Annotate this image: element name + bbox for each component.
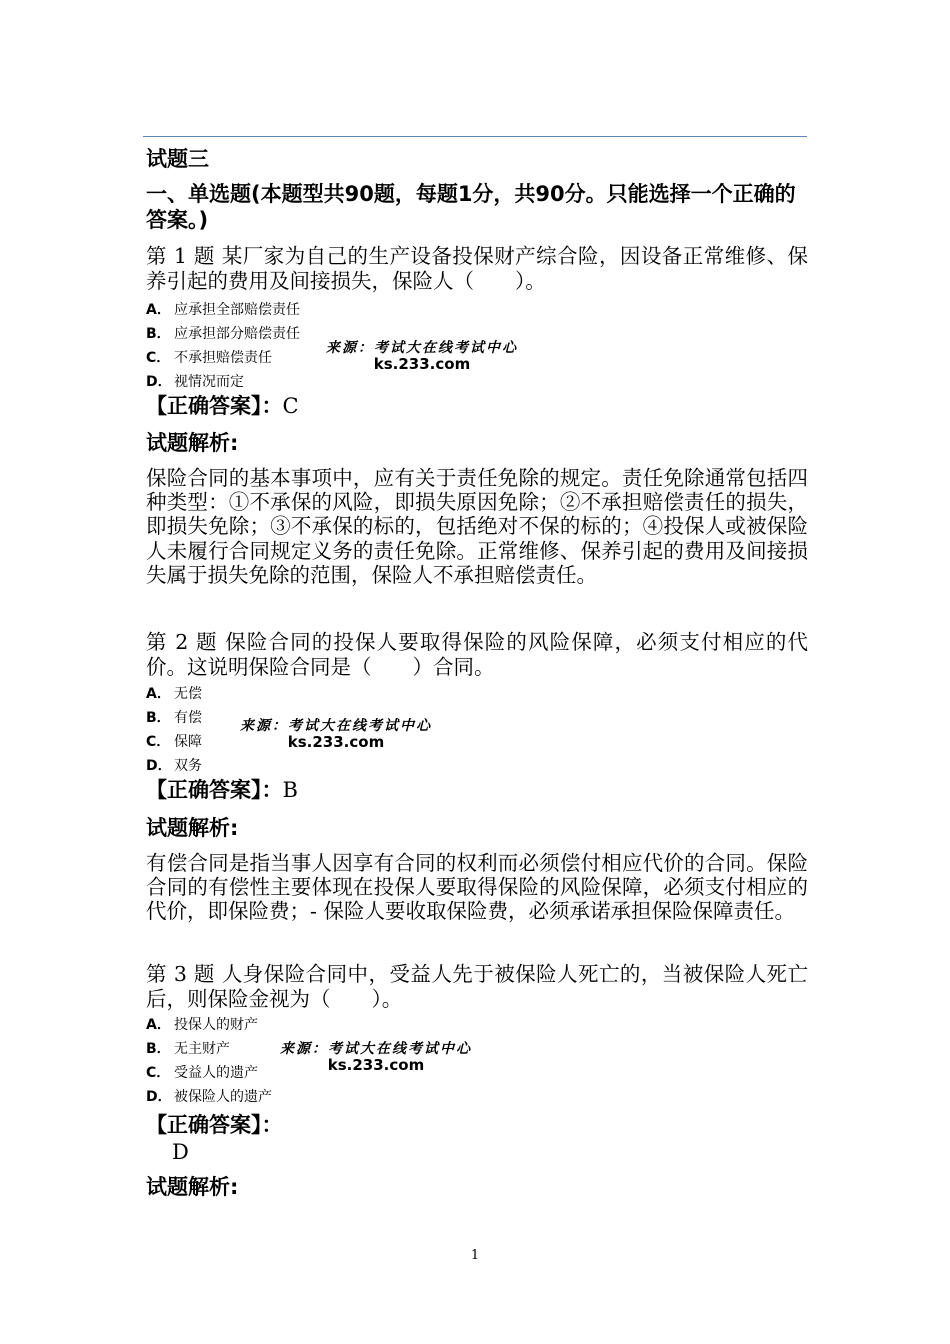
header-rule: [143, 136, 807, 137]
question-2-stem: 第 2 题 保险合同的投保人要取得保险的风险保障，必须支付相应的代价。这说明保险合同是（ ）合同。: [146, 630, 808, 679]
section-heading: 一、单选题(本题型共90题，每题1分，共90分。只能选择一个正确的答案。): [146, 182, 796, 232]
option-c: C． 保障: [146, 734, 202, 750]
question-2-analysis: 有偿合同是指当事人因享有合同的权利而必须偿付相应代价的合同。保险合同的有偿性主要体现在投保人要取得保险的风险保障，必须支付相应的代价，即保险费；- 保险人要收取保险费，必须承诺承担保险保障责任。: [146, 851, 808, 924]
option-d: D． 双务: [146, 758, 202, 774]
option-a: A． 无偿: [146, 686, 202, 702]
question-3-answer: 【正确答案】： D: [146, 1113, 283, 1164]
question-2-answer: 【正确答案】：B: [146, 778, 298, 802]
watermark: 来源：考试大在线考试中心 ks.233.com: [280, 1041, 472, 1074]
question-3-stem: 第 3 题 人身保险合同中，受益人先于被保险人死亡的，当被保险人死亡后，则保险金视为（ ）。: [146, 962, 808, 1011]
question-2-options: [146, 682, 202, 778]
option-c: C． 受益人的遗产: [146, 1065, 258, 1081]
option-c: C． 不承担赔偿责任: [146, 350, 272, 366]
question-1-answer: 【正确答案】：C: [146, 394, 299, 418]
watermark: 来源：考试大在线考试中心 ks.233.com: [326, 340, 518, 373]
option-b: B． 有偿: [146, 710, 202, 726]
page-title: 试题三: [146, 147, 209, 171]
page-number: 1: [470, 1248, 480, 1263]
option-d: D． 被保险人的遗产: [146, 1089, 272, 1105]
question-1-options: [146, 298, 300, 394]
question-1-analysis-label: 试题解析:: [146, 431, 239, 455]
option-d: D． 视情况而定: [146, 374, 244, 390]
question-3-options: [146, 1013, 272, 1109]
option-a: A． 投保人的财产: [146, 1017, 258, 1033]
option-b: B． 应承担部分赔偿责任: [146, 326, 300, 342]
question-1-stem: 第 1 题 某厂家为自己的生产设备投保财产综合险，因设备正常维修、保养引起的费用及间接损失，保险人（ ）。: [146, 244, 808, 293]
option-a: A． 应承担全部赔偿责任: [146, 302, 300, 318]
question-1-analysis: 保险合同的基本事项中，应有关于责任免除的规定。责任免除通常包括四种类型：①不承保的风险，即损失原因免除；②不承担赔偿责任的损失，即损失免除；③不承保的标的，包括绝对不保的标的；④投保人或被保险人未履行合同规定义务的责任免除。正常维修、保养引起的费用及间接损失属于损失免除的范围，保险人不承担赔偿责任。: [146, 466, 808, 587]
watermark: 来源：考试大在线考试中心 ks.233.com: [240, 718, 432, 751]
question-3-analysis-label: 试题解析:: [146, 1175, 239, 1199]
question-2-analysis-label: 试题解析:: [146, 816, 239, 840]
option-b: B． 无主财产: [146, 1041, 230, 1057]
